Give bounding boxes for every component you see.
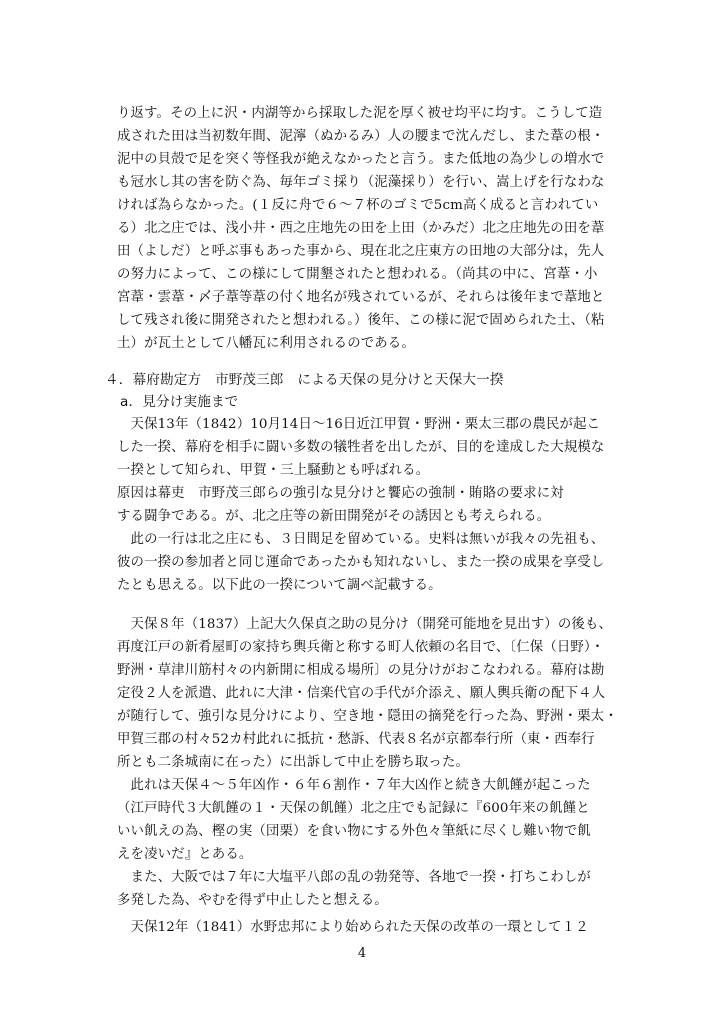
paragraph-line: る）北之庄では、浅小井・西之庄地先の田を上田（かみだ）北之庄地先の田を葦 bbox=[117, 221, 605, 236]
paragraph-line: り返す。その上に沢・内湖等から採取した泥を厚く被せ均平に均す。こうして造 bbox=[117, 106, 603, 121]
paragraph-line: 再度江戸の新肴屋町の家持ち輿兵衛と称する町人依頼の名目で、〔仁保（日野）・ bbox=[117, 640, 605, 655]
paragraph-line: して残され後に開発されたと想われる。）後年、この様に泥で固められた土、（粘 bbox=[117, 313, 605, 328]
paragraph-line: 所とも二条城南に在った）に出訴して中止を勝ち取った。 bbox=[117, 755, 470, 770]
paragraph-line: 田（よしだ）と呼ぶ事もあった事から、現在北之庄東方の田地の大部分は，先人 bbox=[117, 244, 605, 259]
paragraph-line: えを凌いだ』とある。 bbox=[117, 847, 253, 862]
paragraph-line: 一揆として知られ、甲賀・三上騒動とも呼ばれる。 bbox=[117, 463, 430, 478]
paragraph-line: 此れは天保４～５年凶作・６年６割作・７年大凶作と続き大飢饉が起こった bbox=[117, 778, 591, 793]
paragraph-line: が随行して、強引な見分けにより、空き地・隠田の摘発を行った為、野洲・栗太・ bbox=[117, 709, 618, 724]
paragraph-line: も冠水し其の害を防ぐ為、毎年ゴミ採り（泥藻採り）を行い、嵩上げを行なわな bbox=[117, 175, 605, 190]
paragraph-line: 甲賀三郡の村々52カ村此れに抵抗・愁訴、代表８名が京都奉行所（東・西奉行 bbox=[117, 732, 595, 747]
paragraph-line: 泥中の貝殻で足を突く等怪我が絶えなかったと言う。また低地の為少しの増水で bbox=[117, 152, 605, 167]
paragraph-line: 天保８年（1837）上記大久保貞之助の見分け（開発可能地を見出す）の後も、 bbox=[117, 617, 613, 632]
paragraph-line: した一揆、幕府を相手に闘い多数の犠牲者を出したが、目的を達成した大規模な bbox=[117, 440, 605, 455]
paragraph-line: また、大阪では７年に大塩平八郎の乱の勃発等、各地で一揆・打ちこわしが bbox=[117, 870, 591, 885]
section-heading: ４．幕府勘定方 市野茂三郎 による天保の見分けと天保大一揆 bbox=[105, 372, 504, 388]
paragraph-line: 天保13年（1842）10月14日～16日近江甲賀・野洲・栗太三郡の農民が起こ bbox=[117, 417, 601, 432]
paragraph-line: 成された田は当初数年間、泥濘（ぬかるみ）人の腰まで沈んだし、また葦の根・ bbox=[117, 129, 605, 144]
paragraph-line: （江戸時代３大飢饉の１・天保の飢饉）北之庄でも記録に『600年来の飢饉と bbox=[117, 801, 590, 816]
paragraph-line: 天保12年（1841）水野忠邦により始められた天保の改革の一環として１２ bbox=[117, 920, 589, 935]
paragraph-line: の努力によって、この様にして開墾されたと想われる。（尚其の中に、宮葦・小 bbox=[117, 267, 598, 282]
paragraph-line: 土）が瓦土として八幡瓦に利用されるのである。 bbox=[117, 336, 415, 351]
page-number: 4 bbox=[357, 946, 367, 961]
paragraph-line: たとも思える。以下此の一揆について調べ記載する。 bbox=[117, 578, 442, 593]
paragraph-line: 原因は幕吏 市野茂三郎らの強引な見分けと饗応の強制・賄賂の要求に対 bbox=[117, 486, 564, 501]
subsection-heading: a．見分け実施まで bbox=[120, 394, 239, 410]
paragraph-line: 宮葦・雲葦・〆子葦等葦の付く地名が残されているが、それらは後年まで葦地と bbox=[117, 290, 605, 305]
paragraph-line: 野洲・草津川筋村々の内新開に相成る場所〕の見分けがおこなわれる。幕府は勘 bbox=[117, 663, 605, 678]
paragraph-line: 此の一行は北之庄にも、３日間足を留めている。史料は無いが我々の先祖も、 bbox=[117, 532, 605, 547]
paragraph-line: 多発した為、やむを得ず中止したと想える。 bbox=[117, 893, 388, 908]
paragraph-line: ければ為らなかった。(１反に舟で６～７杯のゴミで5cm高く成ると言われてい bbox=[117, 198, 599, 213]
paragraph-line: 定役２人を派遣、此れに大津・信楽代官の手代が介添え、願人輿兵衛の配下４人 bbox=[117, 686, 606, 701]
paragraph-line: する闘争である。が、北之庄等の新田開発がその誘因とも考えられる。 bbox=[117, 509, 551, 524]
paragraph-line: いい飢えの為、樫の実（団栗）を食い物にする外色々筆紙に尽くし難い物で飢 bbox=[117, 824, 591, 839]
paragraph-line: 彼の一揆の参加者と同じ運命であったかも知れないし、また一揆の成果を享受し bbox=[117, 555, 605, 570]
